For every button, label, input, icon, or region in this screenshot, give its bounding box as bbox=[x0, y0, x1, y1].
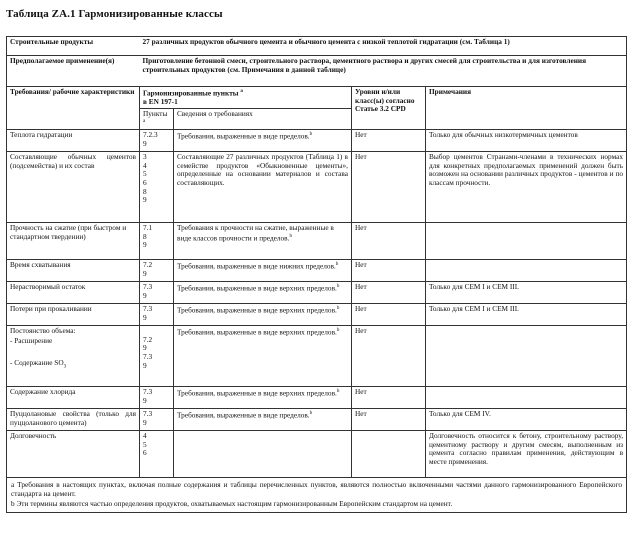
info-cell bbox=[174, 409, 352, 431]
level-cell: Нет bbox=[352, 260, 426, 282]
clause-number: 6 bbox=[143, 178, 147, 187]
clause-number: 9 bbox=[143, 360, 147, 370]
clause-number: 9 bbox=[143, 195, 147, 205]
footnotes-cell bbox=[7, 478, 627, 513]
header-harmonized-note: a bbox=[240, 89, 243, 94]
clause-number: 3 bbox=[143, 152, 147, 162]
table-row bbox=[7, 282, 627, 304]
note-cell: Только для обычных низкотермичных цементов bbox=[426, 130, 627, 152]
level-cell: Нет bbox=[352, 326, 426, 387]
header-requirements: Требования/ рабочие характеристики bbox=[7, 87, 140, 130]
clauses-cell bbox=[140, 431, 174, 478]
clause-number: 9 bbox=[143, 395, 147, 405]
note-cell: Долговечность относится к бетону, строительному раствору, цементному раствору и другим смесям, выполненным из цемента согласно правилам применения, действующим в месте применения. bbox=[426, 431, 627, 478]
footnotes-row bbox=[7, 478, 627, 513]
clause-number: 9 bbox=[143, 290, 147, 300]
note-cell: Только для CEM I и CEM III. bbox=[426, 282, 627, 304]
clause-number: 7.3 bbox=[143, 387, 153, 397]
req-cell: Составляющие обычных цементов (подсемейства) и их состав bbox=[7, 152, 140, 223]
header-levels: Уровни и/или класс(ы) согласно Статье 3.2 CPD bbox=[352, 87, 426, 130]
header-harmonized-suffix: в EN 197-1 bbox=[143, 97, 178, 107]
table-row bbox=[7, 431, 627, 478]
level-cell: Нет bbox=[352, 282, 426, 304]
clause-number: 5 bbox=[143, 439, 147, 449]
info-cell bbox=[174, 223, 352, 260]
harmonized-classes-table bbox=[6, 36, 627, 513]
footnote-b: b Эти термины являются частью определения продуктов, охватываемых настоящим гармонизированным Европейским стандартом на цемент. bbox=[11, 499, 453, 509]
info-cell bbox=[174, 326, 352, 387]
req-sub-so3 bbox=[10, 359, 136, 372]
clause-number: 8 bbox=[143, 231, 147, 241]
clause-number: 8 bbox=[143, 186, 147, 196]
intended-use-label: Предполагаемое применение(я) bbox=[7, 56, 140, 87]
table-row bbox=[7, 387, 627, 409]
info-cell bbox=[174, 387, 352, 409]
table-row bbox=[7, 130, 627, 152]
clause-number: 5 bbox=[143, 169, 147, 179]
intended-use-value: Приготовление бетонной смеси, строительного раствора, цементного раствора и других смесей для строительства и для изготовления строительных продуктов (см. Примечания в данной таблице) bbox=[140, 56, 627, 87]
clauses-cell bbox=[140, 260, 174, 282]
info-note: b bbox=[289, 233, 292, 239]
table-row bbox=[7, 304, 627, 326]
info-note: b bbox=[335, 262, 339, 268]
clauses-cell bbox=[140, 130, 174, 152]
note-cell bbox=[426, 326, 627, 387]
info-note: b bbox=[336, 328, 340, 334]
req-cell: Содержание хлорида bbox=[7, 387, 140, 409]
clauses-cell bbox=[140, 282, 174, 304]
info-note: b bbox=[336, 284, 340, 290]
clause-number: 7.3 bbox=[143, 304, 153, 314]
clause-number: 7.3 bbox=[143, 409, 153, 419]
info-text: Требования, выраженные в виде верхних пределов. bbox=[177, 388, 337, 398]
req-cell: Потери при прокаливании bbox=[7, 304, 140, 326]
clauses-cell bbox=[140, 387, 174, 409]
clause-number: 6 bbox=[143, 448, 147, 458]
req-cell bbox=[7, 326, 140, 387]
req-text: Постоянство объема: bbox=[10, 326, 76, 336]
level-cell: Нет bbox=[352, 409, 426, 431]
req-sub-so3-index: 3 bbox=[63, 364, 67, 370]
clause-number: 9 bbox=[143, 417, 147, 427]
req-cell: Пуццолановые свойства (только для пуццоланового цемента) bbox=[7, 409, 140, 431]
info-note: b bbox=[336, 306, 340, 312]
info-text: Требования, выраженные в виде верхних пределов. bbox=[177, 305, 337, 315]
table-row bbox=[7, 152, 627, 223]
info-text: Требования, выраженные в виде пределов. bbox=[177, 410, 310, 420]
products-value: 27 различных продуктов обычного цемента и обычного цемента с низкой теплотой гидратации (см. Таблица 1) bbox=[140, 37, 627, 56]
req-sub-expansion: - Расширение bbox=[10, 335, 53, 345]
level-cell: Нет bbox=[352, 304, 426, 326]
req-cell: Долговечность bbox=[7, 431, 140, 478]
clause-number: 9 bbox=[143, 343, 147, 353]
clause-number: 7.2.3 bbox=[143, 130, 158, 140]
clauses-cell bbox=[140, 409, 174, 431]
req-sub-so3-text: - Содержание SO bbox=[10, 358, 64, 368]
info-text: Требования, выраженные в виде пределов. bbox=[177, 131, 310, 141]
clause-number: 7.2 bbox=[143, 260, 153, 270]
info-text: Требования, выраженные в виде верхних пределов. bbox=[177, 327, 337, 337]
clause-number: 7.3 bbox=[143, 352, 153, 361]
info-cell bbox=[174, 130, 352, 152]
table-row bbox=[7, 326, 627, 387]
clause-number: 4 bbox=[143, 431, 147, 441]
note-cell: Только для CEM IV. bbox=[426, 409, 627, 431]
note-cell bbox=[426, 260, 627, 282]
level-cell: Нет bbox=[352, 223, 426, 260]
req-cell: Нерастворимый остаток bbox=[7, 282, 140, 304]
header-clauses-note: a bbox=[143, 119, 146, 125]
info-cell bbox=[174, 304, 352, 326]
products-row bbox=[7, 37, 627, 56]
header-clauses bbox=[140, 108, 174, 130]
footnote-a: a Требования в настоящих пунктах, включая полные содержания и таблицы перечисленных пунктов, являются полностью включенными частями данного гармонизированного Европейского стандарта на цемент. bbox=[11, 480, 623, 498]
level-cell bbox=[352, 431, 426, 478]
table-row bbox=[7, 409, 627, 431]
info-note: b bbox=[309, 132, 313, 138]
table-row bbox=[7, 223, 627, 260]
level-cell: Нет bbox=[352, 387, 426, 409]
header-harmonized bbox=[140, 87, 352, 109]
clause-number: 4 bbox=[143, 160, 147, 170]
info-note: b bbox=[309, 411, 313, 417]
table-row bbox=[7, 260, 627, 282]
clause-number: 7.1 bbox=[143, 223, 153, 233]
req-cell: Теплота гидратации bbox=[7, 130, 140, 152]
header-clauses-text: Пункты bbox=[143, 108, 168, 118]
clauses-cell bbox=[140, 152, 174, 223]
req-cell: Время схватывания bbox=[7, 260, 140, 282]
clauses-cell bbox=[140, 326, 174, 387]
header-notes: Примечания bbox=[426, 87, 627, 130]
note-cell: Только для CEM I и CEM III. bbox=[426, 304, 627, 326]
clauses-cell bbox=[140, 223, 174, 260]
clauses-cell bbox=[140, 304, 174, 326]
note-cell bbox=[426, 223, 627, 260]
header-harmonized-text: Гармонизированные пункты bbox=[143, 88, 239, 98]
header-row-1 bbox=[7, 87, 627, 109]
clause-number: 7.2 bbox=[143, 334, 153, 344]
req-cell: Прочность на сжатие (при быстром и стандартном твердении) bbox=[7, 223, 140, 260]
note-cell: Выбор цементов Странами-членами в технических нормах для конкретных предполагаемых применений должен быть возможен на основании различных продуктов - цементов и по классам прочности. bbox=[426, 152, 627, 223]
products-label: Строительные продукты bbox=[7, 37, 140, 56]
page-title: Таблица ZA.1 Гармонизированные классы bbox=[6, 8, 223, 20]
clause-number: 9 bbox=[143, 138, 147, 148]
header-info: Сведения о требованиях bbox=[174, 108, 352, 130]
intended-use-row bbox=[7, 56, 627, 87]
clause-number: 9 bbox=[143, 268, 147, 278]
info-text: Требования, выраженные в виде верхних пределов. bbox=[177, 283, 337, 293]
clause-number: 9 bbox=[143, 240, 147, 250]
info-text: Требования к прочности на сжатие, выраженные в виде классов прочности и пределов. bbox=[177, 223, 334, 243]
note-cell bbox=[426, 387, 627, 409]
clause-number: 7.3 bbox=[143, 282, 153, 292]
info-cell bbox=[174, 260, 352, 282]
info-cell bbox=[174, 282, 352, 304]
info-note: b bbox=[336, 389, 340, 395]
level-cell: Нет bbox=[352, 130, 426, 152]
level-cell: Нет bbox=[352, 152, 426, 223]
info-cell: Составляющие 27 различных продуктов (Таблица 1) в семействе продуктов «Обыкновенные цементы», определенные на основании материалов и состава составляющих. bbox=[174, 152, 352, 223]
info-cell bbox=[174, 431, 352, 478]
info-text: Требования, выраженные в виде нижних пределов. bbox=[177, 261, 336, 271]
clause-number: 9 bbox=[143, 312, 147, 322]
